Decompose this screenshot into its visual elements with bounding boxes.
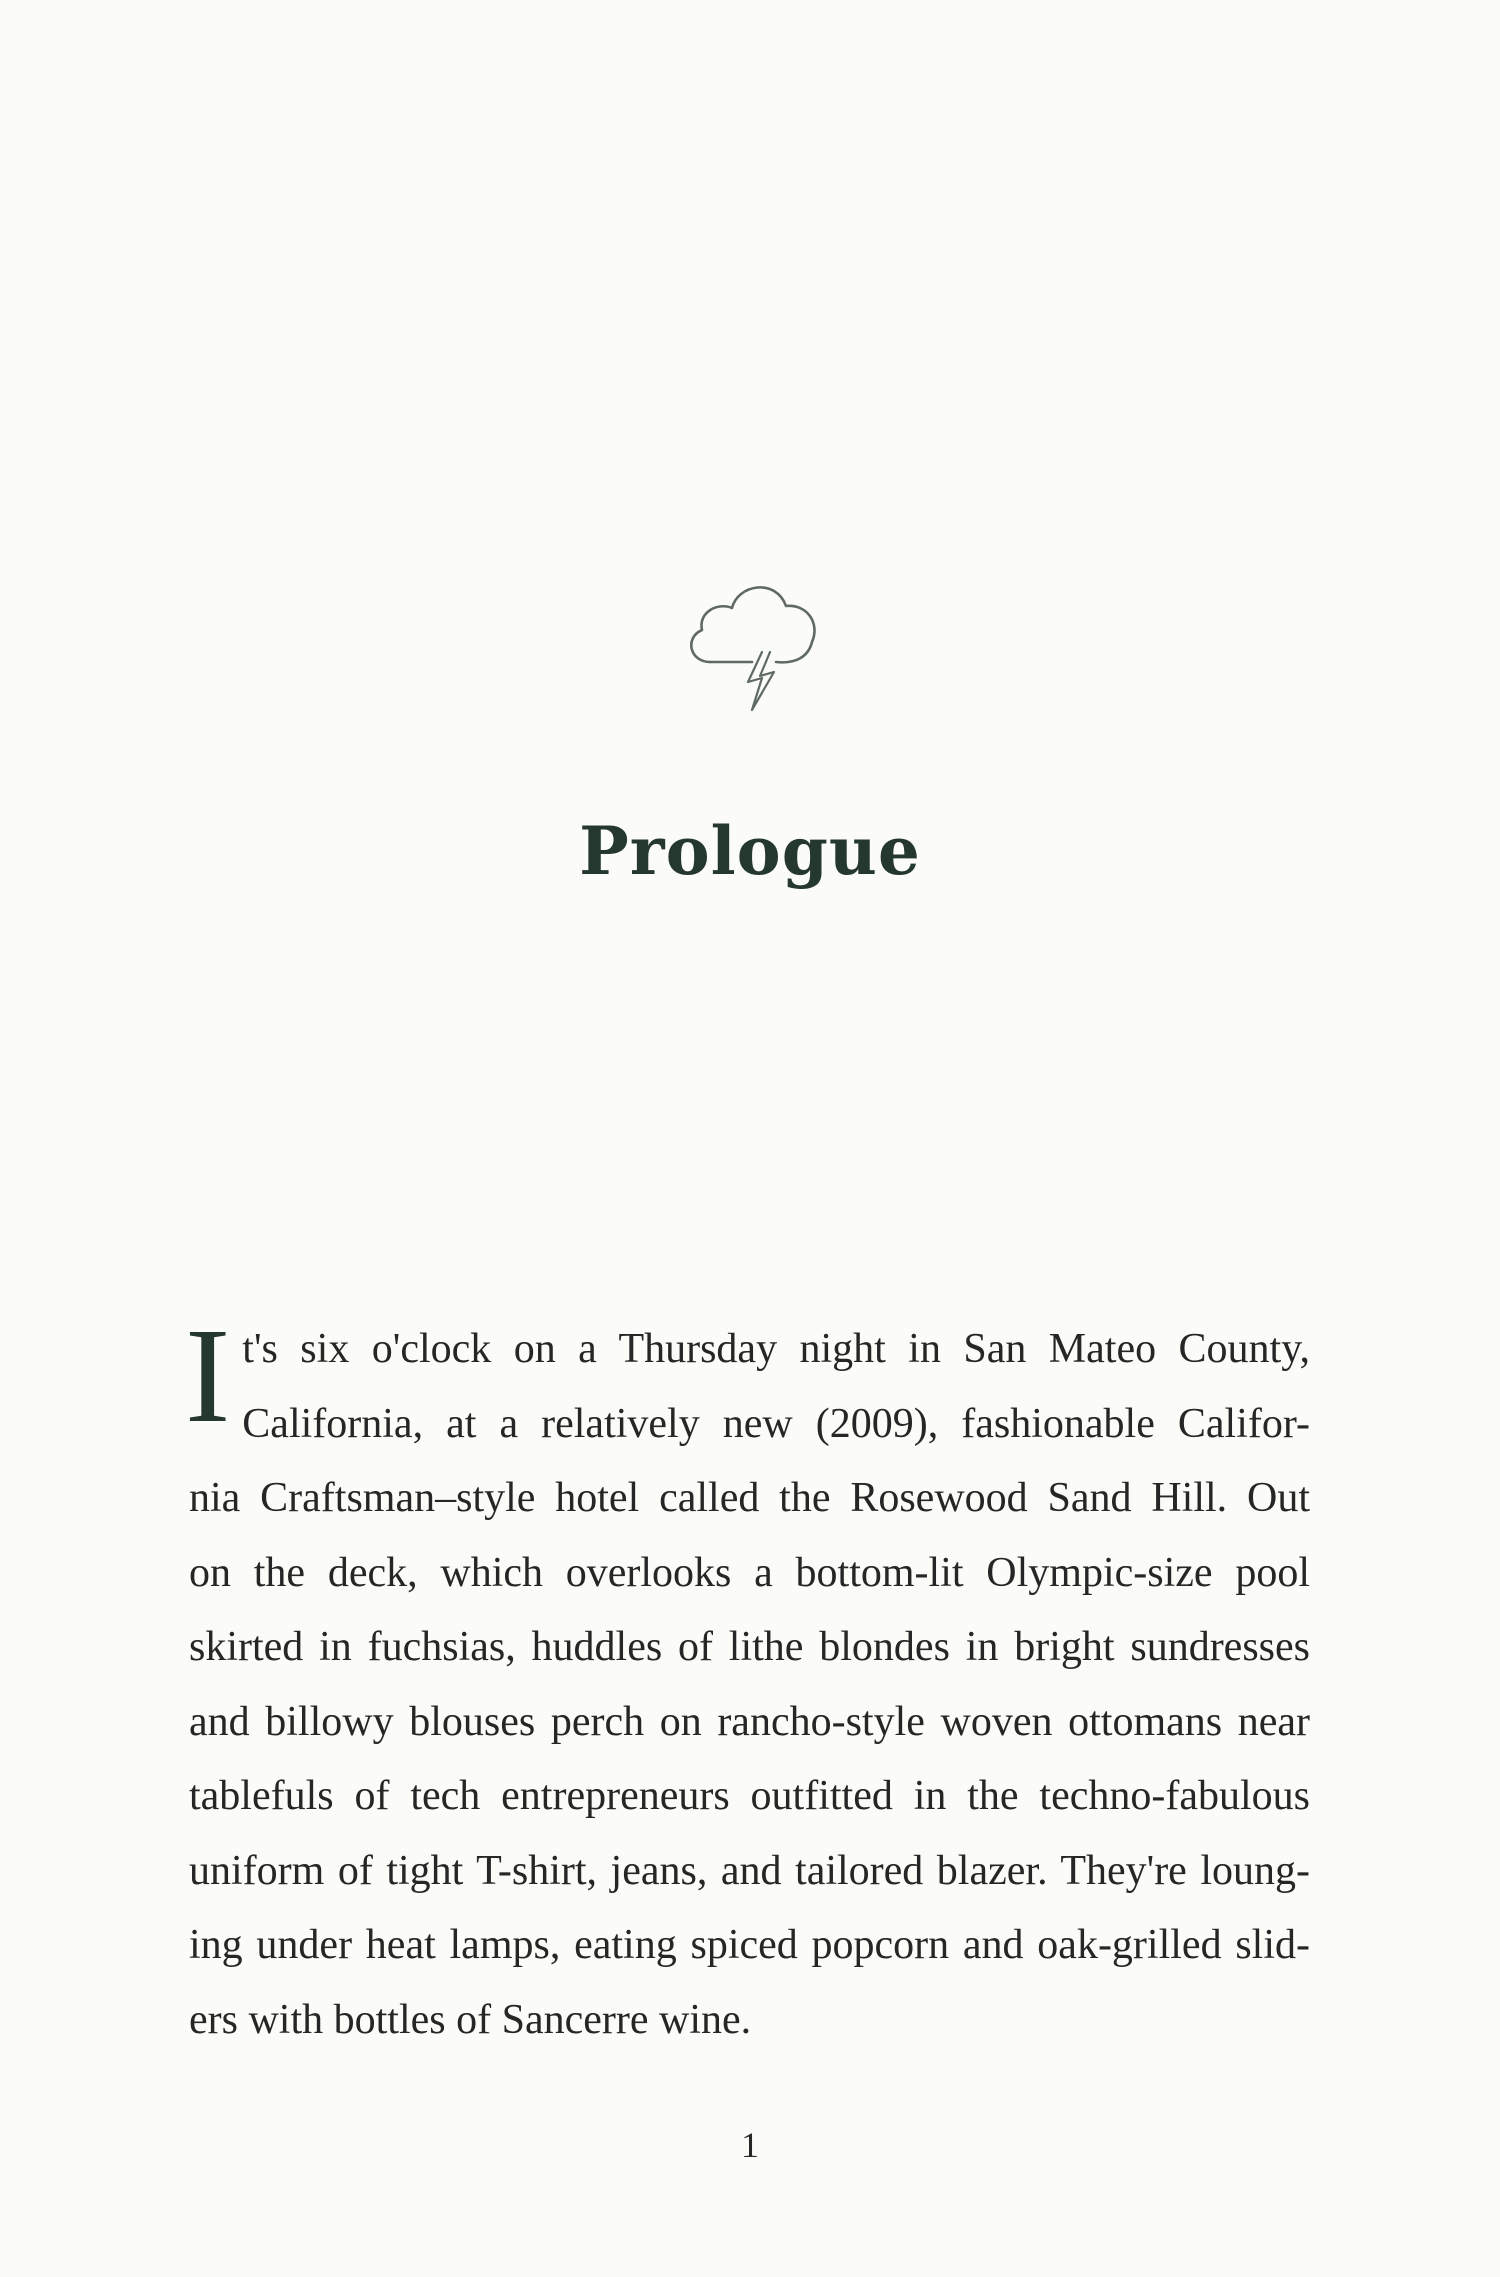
chapter-title: Prologue [579,812,921,890]
text-line: nia Craftsman–style hotel called the Rosewood Sand Hill. Out [189,1475,1310,1521]
text-line: and billowy blouses perch on rancho-style woven ottomans near [189,1698,1310,1745]
text-line: California, at a relatively new (2009), fashionable Califor- [242,1400,1310,1447]
drop-cap: I [185,1301,231,1451]
text-line: t's six o'clock on a Thursday night in San Mateo County, [242,1326,1310,1372]
text-line: skirted in fuchsias, huddles of lithe blondes in bright sundresses [189,1624,1310,1670]
page-number: 1 [741,2125,759,2165]
text-line: on the deck, which overlooks a bottom-lit Olympic-size pool [189,1549,1310,1596]
text-line: ing under heat lamps, eating spiced popcorn and oak-grilled slid- [189,1922,1310,1968]
text-line: tablefuls of tech entrepreneurs outfitted in the techno-fabulous [189,1773,1310,1819]
text-line: uniform of tight T-shirt, jeans, and tailored blazer. They're loung- [189,1847,1310,1894]
body-paragraph [185,1301,1310,2057]
storm-cloud-icon [648,554,848,754]
text-line: ers with bottles of Sancerre wine. [189,1996,752,2043]
